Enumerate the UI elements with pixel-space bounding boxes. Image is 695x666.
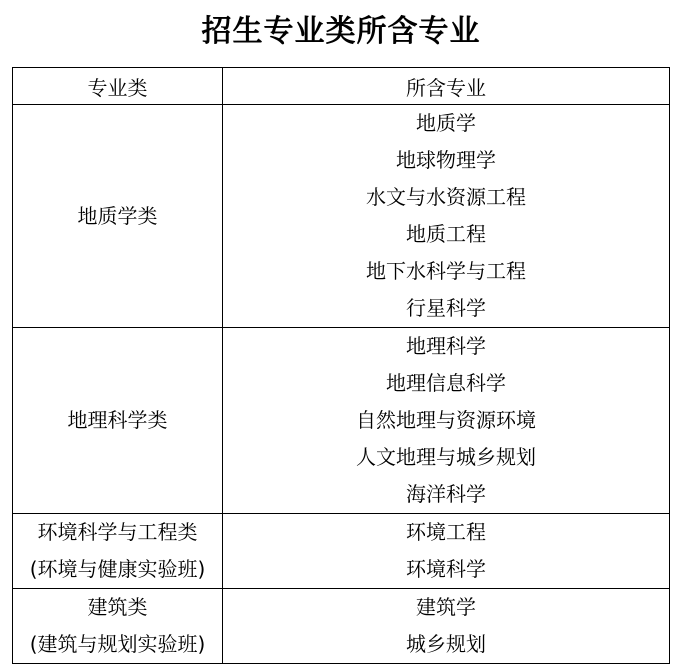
category-name: 地理科学类	[67, 408, 168, 432]
table-row	[13, 105, 670, 328]
category-note: (建筑与规划实验班)	[29, 632, 206, 656]
majors-cell	[223, 328, 670, 514]
category-cell	[13, 105, 223, 328]
major-item: 地理信息科学	[386, 371, 506, 395]
category-note: (环境与健康实验班)	[29, 557, 206, 581]
table-row	[13, 514, 670, 589]
header-majors: 所含专业	[223, 68, 670, 105]
table-row	[13, 589, 670, 664]
major-item: 地理科学	[406, 334, 486, 358]
major-item: 海洋科学	[406, 482, 486, 506]
majors-cell	[223, 589, 670, 664]
major-item: 地质工程	[406, 222, 486, 246]
majors-cell	[223, 105, 670, 328]
table-header-row	[13, 68, 670, 105]
major-item: 环境工程	[406, 520, 486, 544]
header-category: 专业类	[13, 68, 223, 105]
major-item: 建筑学	[416, 595, 476, 619]
majors-cell	[223, 514, 670, 589]
major-item: 地质学	[416, 111, 476, 135]
category-cell	[13, 514, 223, 589]
major-item: 人文地理与城乡规划	[356, 445, 536, 469]
major-item: 行星科学	[406, 296, 486, 320]
page-title: 招生专业类所含专业	[201, 14, 481, 49]
category-name: 建筑类	[87, 595, 148, 619]
category-cell	[13, 589, 223, 664]
category-name: 地质学类	[77, 203, 158, 228]
major-item: 自然地理与资源环境	[356, 408, 536, 432]
category-cell	[13, 328, 223, 514]
major-item: 城乡规划	[406, 632, 486, 656]
table-row	[13, 328, 670, 514]
majors-table	[12, 67, 670, 664]
major-item: 地球物理学	[396, 148, 496, 172]
major-item: 环境科学	[406, 557, 486, 581]
major-item: 水文与水资源工程	[366, 185, 526, 209]
major-item: 地下水科学与工程	[366, 259, 526, 283]
category-name: 环境科学与工程类	[37, 520, 198, 544]
